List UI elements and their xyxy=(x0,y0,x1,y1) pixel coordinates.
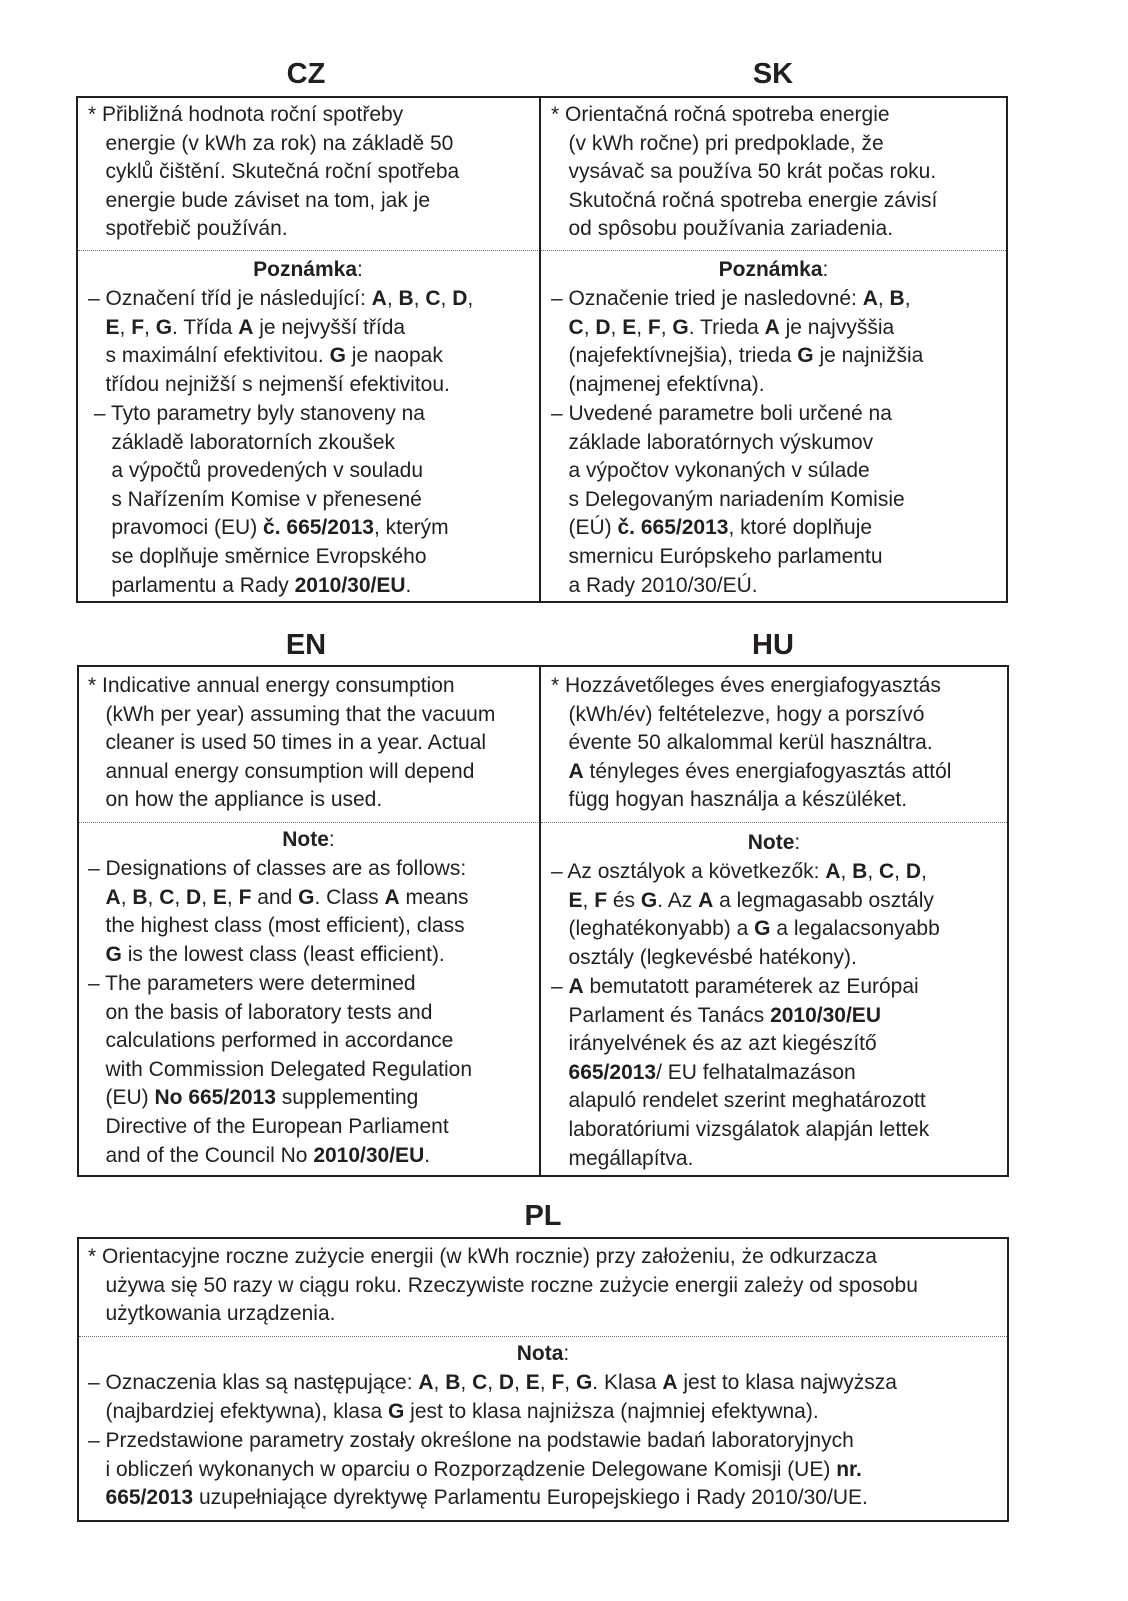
text-line: (EU) No 665/2013 supplementing xyxy=(88,1086,419,1110)
hu-note-heading: Note: xyxy=(747,831,801,854)
text-line: se doplňuje směrnice Evropského xyxy=(88,544,427,568)
text-line: – A bemutatott paraméterek az Európai xyxy=(551,975,919,998)
sk-bullet-classes xyxy=(551,285,923,399)
text-line: 665/2013 uzupełniające dyrektywę Parlamentu Europejskiego i Rady 2010/30/UE. xyxy=(105,1486,868,1510)
pl-bullet-parameters xyxy=(88,1427,868,1513)
text-line: (najmenej efektívna). xyxy=(551,372,765,396)
text-line: a Rady 2010/30/EÚ. xyxy=(551,573,758,597)
text-line: E, F, G. Třída A je nejvyšší třída xyxy=(105,315,406,339)
text-line: – Przedstawione parametry zostały określone na podstawie badań laboratoryjnych xyxy=(88,1429,854,1452)
text-line: Directive of the European Parliament xyxy=(88,1114,449,1138)
pl-bullet-classes xyxy=(88,1369,897,1426)
text-line: vysávač sa používa 50 krát počas roku. xyxy=(551,160,937,184)
text-line: základe laboratórnych výskumov xyxy=(551,430,874,454)
text-line: * Orientacyjne roczne zużycie energii (w kWh rocznie) przy założeniu, że odkurzacza xyxy=(88,1245,877,1268)
text-line: * Indicative annual energy consumption xyxy=(88,674,455,697)
text-line: G is the lowest class (least efficient). xyxy=(105,942,445,966)
text-line: on the basis of laboratory tests and xyxy=(88,1000,433,1024)
text-line: pravomoci (EU) č. 665/2013, kterým xyxy=(88,516,449,540)
text-line: 665/2013/ EU felhatalmazáson xyxy=(568,1060,856,1084)
text-line: (najbardziej efektywna), klasa G jest to klasa najniższa (najmniej efektywna). xyxy=(88,1399,819,1423)
text-line: – Designations of classes are as follows: xyxy=(88,857,467,880)
text-line: – Označenie tried je nasledovné: A, B, xyxy=(551,287,911,310)
en-note-separator xyxy=(79,822,538,823)
text-line: the highest class (most efficient), class xyxy=(88,914,465,938)
text-line: základě laboratorních zkoušek xyxy=(88,430,396,454)
text-line: annual energy consumption will depend xyxy=(88,759,475,783)
en-hu-divider xyxy=(539,665,541,1177)
pl-note-heading: Nota: xyxy=(516,1342,570,1365)
sk-note-heading: Poznámka: xyxy=(718,258,829,281)
text-line: alapuló rendelet szerint meghatározott xyxy=(551,1089,926,1113)
text-line: s Nařízením Komise v přenesené xyxy=(88,487,422,511)
text-line: użytkowania urządzenia. xyxy=(88,1302,336,1326)
text-line: (kWh/év) feltételezve, hogy a porszívó xyxy=(551,702,925,726)
en-bullet-classes xyxy=(88,855,469,969)
text-line: – Uvedené parametre boli určené na xyxy=(551,402,892,425)
text-line: cyklů čištění. Skutečná roční spotřeba xyxy=(88,160,460,184)
en-note-heading: Note: xyxy=(282,828,335,851)
text-line: * Hozzávetőleges éves energiafogyasztás xyxy=(551,674,941,697)
hu-bullet-parameters xyxy=(551,973,929,1173)
sk-note-separator xyxy=(541,250,1006,251)
text-line: with Commission Delegated Regulation xyxy=(88,1057,473,1081)
hu-note-separator xyxy=(541,822,1007,823)
text-line: – Tyto parametry byly stanoveny na xyxy=(88,402,425,425)
text-line: a výpočtov vykonaných v súlade xyxy=(551,459,870,483)
text-line: megállapítva. xyxy=(551,1146,694,1170)
cz-heading: CZ xyxy=(286,58,326,90)
text-line: třídou nejnižší s nejmenší efektivitou. xyxy=(88,372,450,396)
text-line: – Az osztályok a következők: A, B, C, D, xyxy=(551,860,927,883)
en-heading: EN xyxy=(285,629,327,661)
sk-intro xyxy=(551,101,937,244)
text-line: – Oznaczenia klas są następujące: A, B, C, D, E, F, G. Klasa A jest to klasa najwyższa xyxy=(88,1371,897,1394)
text-line: irányelvének és az azt kiegészítő xyxy=(551,1032,877,1056)
text-line: s Delegovaným nariadením Komisie xyxy=(551,487,905,511)
text-line: (EÚ) č. 665/2013, ktoré doplňuje xyxy=(551,516,873,540)
text-line: (v kWh ročne) pri predpoklade, že xyxy=(551,131,884,155)
en-bullet-parameters xyxy=(88,970,472,1170)
text-line: smernicu Európskeho parlamentu xyxy=(551,544,883,568)
text-line: A, B, C, D, E, F and G. Class A means xyxy=(105,885,469,909)
text-line: energie bude záviset na tom, jak je xyxy=(88,188,431,212)
cz-bullet-classes xyxy=(88,285,473,399)
hu-intro xyxy=(551,672,951,815)
cz-bullet-parameters xyxy=(88,400,449,600)
text-line: osztály (legkevésbé hatékony). xyxy=(551,945,857,969)
cz-sk-divider xyxy=(539,96,541,603)
text-line: spotřebič používán. xyxy=(88,217,288,241)
text-line: – Označení tříd je následující: A, B, C, D, xyxy=(88,287,474,310)
text-line: cleaner is used 50 times in a year. Actual xyxy=(88,731,487,755)
text-line: * Přibližná hodnota roční spotřeby xyxy=(88,103,404,126)
text-line: i obliczeń wykonanych w oparciu o Rozporządzenie Delegowane Komisji (UE) nr. xyxy=(88,1457,862,1481)
text-line: and of the Council No 2010/30/EU. xyxy=(88,1143,431,1167)
pl-note-separator xyxy=(79,1336,1007,1337)
text-line: energie (v kWh za rok) na základě 50 xyxy=(88,131,454,155)
text-line: on how the appliance is used. xyxy=(88,788,383,812)
text-line: függ hogyan használja a készüléket. xyxy=(551,788,908,812)
text-line: A tényleges éves energiafogyasztás attól xyxy=(568,759,952,783)
text-line: (leghatékonyabb) a G a legalacsonyabb xyxy=(551,917,940,941)
cz-note-separator xyxy=(78,250,538,251)
text-line: * Orientačná ročná spotreba energie xyxy=(551,103,890,126)
hu-bullet-classes xyxy=(551,858,940,972)
text-line: E, F és G. Az A a legmagasabb osztály xyxy=(568,888,934,912)
text-line: (najefektívnejšia), trieda G je najnižšia xyxy=(551,344,924,368)
text-line: C, D, E, F, G. Trieda A je najvyššia xyxy=(568,315,895,339)
hu-heading: HU xyxy=(752,629,794,661)
text-line: s maximální efektivitou. G je naopak xyxy=(88,344,443,368)
text-line: Parlament és Tanács 2010/30/EU xyxy=(551,1003,881,1027)
en-intro xyxy=(88,672,495,815)
sk-heading: SK xyxy=(752,58,794,90)
text-line: (kWh per year) assuming that the vacuum xyxy=(88,702,496,726)
text-line: a výpočtů provedených v souladu xyxy=(88,459,424,483)
text-line: laboratóriumi vizsgálatok alapján lettek xyxy=(551,1117,930,1141)
text-line: Skutočná ročná spotreba energie závisí xyxy=(551,188,938,212)
cz-note-heading: Poznámka: xyxy=(253,258,363,281)
text-line: – The parameters were determined xyxy=(88,972,416,995)
cz-intro xyxy=(88,101,459,244)
text-line: używa się 50 razy w ciągu roku. Rzeczywiste roczne zużycie energii zależy od sposobu xyxy=(88,1273,918,1297)
sk-bullet-parameters xyxy=(551,400,905,600)
text-line: évente 50 alkalommal kerül használtra. xyxy=(551,731,933,755)
text-line: od spôsobu používania zariadenia. xyxy=(551,217,894,241)
text-line: parlamentu a Rady 2010/30/EU. xyxy=(88,573,412,597)
pl-heading: PL xyxy=(524,1200,562,1232)
text-line: calculations performed in accordance xyxy=(88,1029,454,1053)
pl-intro xyxy=(88,1243,918,1329)
